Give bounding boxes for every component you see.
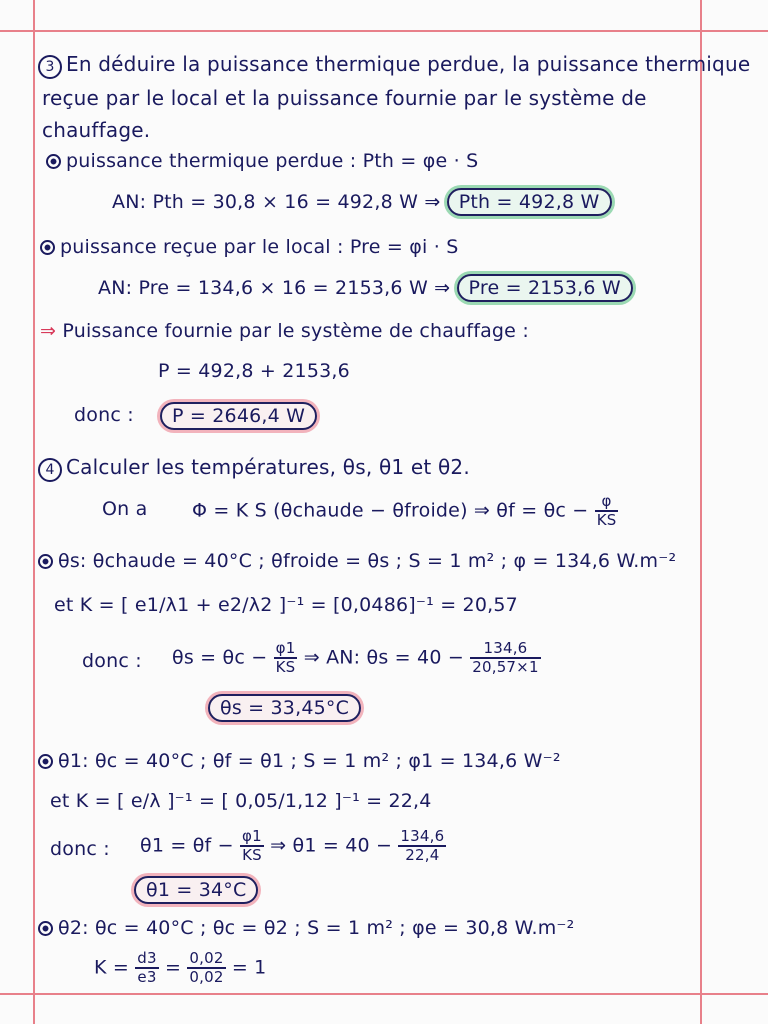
q3-title-line2: reçue par le local et la puissance fournie par le système de [42, 86, 647, 110]
bullet-icon [40, 240, 55, 255]
t1-head: θ1: θc = 40°C ; θf = θ1 ; S = 1 m² ; φ1 = 134,6 W⁻² [38, 750, 561, 772]
bullet-icon [46, 154, 61, 169]
bullet-icon [38, 754, 53, 769]
q3-title-line3: chauffage. [42, 118, 151, 142]
supplied-power-result: P = 2646,4 W [160, 402, 317, 430]
question-number-3: 3 [38, 55, 62, 79]
implies-arrow-icon: ⇒ [40, 320, 57, 342]
lost-power-result: Pth = 492,8 W [447, 188, 612, 216]
received-power-label: puissance reçue par le local : Pre = φi · S [40, 236, 458, 258]
margin-line-bottom [0, 993, 768, 995]
supplied-power-donc: donc : [74, 404, 134, 426]
ts-k: et K = [ e1/λ1 + e2/λ2 ]⁻¹ = [0,0486]⁻¹ = 20,57 [54, 594, 518, 616]
t1-equation: θ1 = θf − $\frac{\varphi 1}{KS}$ ⇒ θ1 = 40 − $\frac{134,6}{22,4}$ [140, 827, 445, 864]
margin-line-left [33, 0, 35, 1024]
ts-equation: θs = θc − $\frac{\varphi 1}{KS}$ ⇒ AN: θs = 40 − $\frac{134,6}{20,57\times 1}$ [172, 639, 539, 676]
q3-title-line1: 3 En déduire la puissance thermique perdue, la puissance thermique [38, 52, 750, 79]
margin-line-right [700, 0, 702, 1024]
t2-k: K = $\frac{d3}{e3}$ = $\frac{0,02}{0,02}$ = 1 [94, 949, 267, 986]
t1-donc: donc : [50, 838, 110, 860]
ts-result-wrap [208, 694, 361, 722]
q4-title: 4 Calculer les températures, θs, θ1 et θ2. [38, 455, 470, 482]
bullet-icon [38, 921, 53, 936]
lost-power-label: puissance thermique perdue : Pth = φe · S [46, 150, 478, 172]
question-number-4: 4 [38, 458, 62, 482]
margin-line-top [0, 30, 768, 32]
lost-power-an: AN: Pth = 30,8 × 16 = 492,8 W ⇒ Pth = 492,8 W [112, 188, 612, 216]
ts-head: θs: θchaude = 40°C ; θfroide = θs ; S = 1 m² ; φ = 134,6 W.m⁻² [38, 550, 676, 572]
supplied-power-result-wrap [160, 402, 317, 430]
ts-donc: donc : [82, 650, 142, 672]
t2-head: θ2: θc = 40°C ; θc = θ2 ; S = 1 m² ; φe = 30,8 W.m⁻² [38, 917, 574, 939]
q4-on-a: On a [102, 498, 148, 520]
q4-formula: Φ = K S (θchaude − θfroide) ⇒ θf = θc − $\frac{\varphi}{KS}$ [192, 492, 617, 529]
bullet-icon [38, 554, 53, 569]
supplied-power-label: ⇒ Puissance fournie par le système de chauffage : [40, 320, 529, 342]
t1-result: θ1 = 34°C [134, 876, 258, 904]
t1-result-wrap [134, 876, 258, 904]
ts-result: θs = 33,45°C [208, 694, 361, 722]
received-power-an: AN: Pre = 134,6 × 16 = 2153,6 W ⇒ Pre = 2153,6 W [98, 274, 633, 302]
supplied-power-sum: P = 492,8 + 2153,6 [158, 360, 350, 382]
received-power-result: Pre = 2153,6 W [457, 274, 633, 302]
q4-fraction: $\frac{\varphi}{KS}$ [596, 492, 617, 529]
t1-k: et K = [ e/λ ]⁻¹ = [ 0,05/1,12 ]⁻¹ = 22,4 [50, 790, 432, 812]
